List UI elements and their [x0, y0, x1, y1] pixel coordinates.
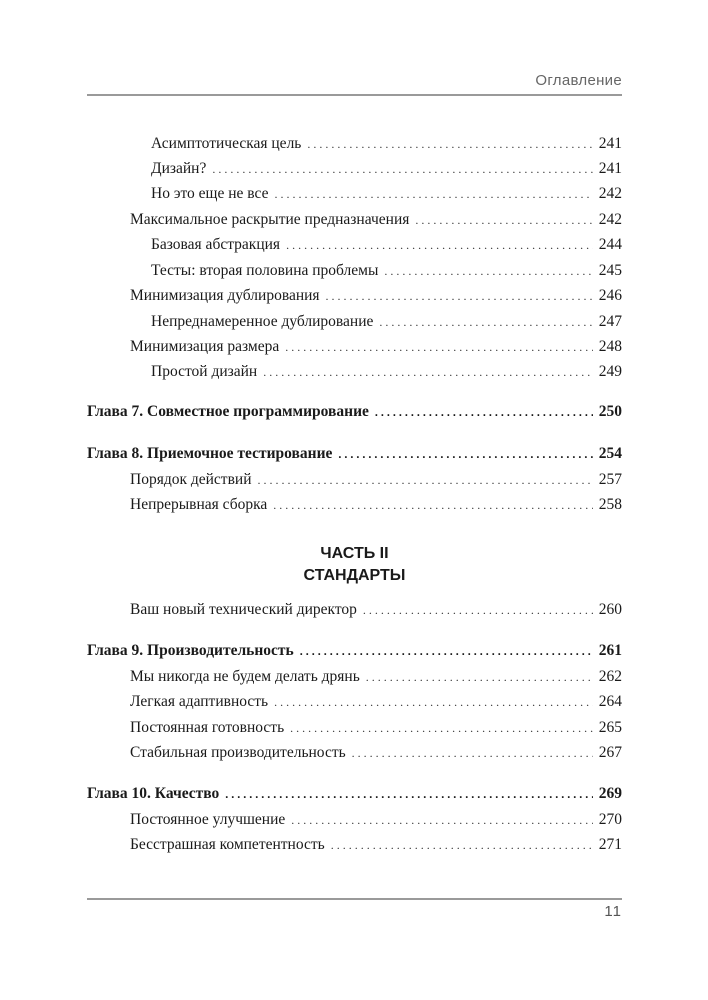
toc-entry-page: 249 — [598, 363, 622, 380]
toc-entry-title: Непрерывная сборка — [130, 496, 268, 513]
dot-leader — [291, 810, 592, 830]
dot-leader — [263, 362, 593, 382]
footer-rule — [87, 898, 622, 900]
toc-entry-title: Базовая абстракция — [151, 236, 281, 253]
chapter-title: Глава 7. Совместное программирование — [87, 403, 369, 420]
toc-entry-title: Стабильная производительность — [130, 744, 346, 761]
toc-entry-page: 246 — [598, 287, 622, 304]
toc-entry-title: Максимальное раскрытие предназначения — [130, 211, 410, 228]
toc-entry[interactable] — [130, 600, 622, 620]
toc-entry-title: Порядок действий — [130, 471, 252, 488]
toc-entry-title: Асимптотическая цель — [151, 135, 302, 152]
toc-entry[interactable] — [151, 362, 622, 382]
dot-leader — [274, 692, 593, 712]
toc-entry[interactable] — [151, 312, 622, 332]
toc-entry-page: 262 — [598, 668, 622, 685]
toc-entry-page: 271 — [598, 836, 622, 853]
toc-entry[interactable] — [130, 743, 622, 763]
toc-entry-title: Дизайн? — [151, 160, 207, 177]
toc-entry-title: Простой дизайн — [151, 363, 258, 380]
toc-entry[interactable] — [151, 184, 622, 204]
chapter-page: 269 — [598, 785, 622, 802]
toc-entry-title: Непреднамеренное дублирование — [151, 313, 374, 330]
toc-entry[interactable] — [130, 718, 622, 738]
dot-leader — [338, 444, 592, 464]
dot-leader — [300, 641, 593, 661]
dot-leader — [352, 743, 593, 763]
page-number: 11 — [604, 903, 622, 920]
dot-leader — [212, 159, 592, 179]
chapter-page: 261 — [598, 642, 622, 659]
toc-entry[interactable] — [130, 667, 622, 687]
dot-leader — [331, 835, 593, 855]
toc-entry-page: 242 — [598, 211, 622, 228]
toc-entry-page: 270 — [598, 811, 622, 828]
toc-entry-title: Минимизация размера — [130, 338, 280, 355]
dot-leader — [258, 470, 593, 490]
dot-leader — [363, 600, 593, 620]
toc-entry[interactable] — [151, 134, 622, 154]
toc-entry-page: 241 — [598, 135, 622, 152]
toc-chapter-9[interactable] — [87, 641, 622, 661]
toc-entry-page: 247 — [598, 313, 622, 330]
chapter-title: Глава 10. Качество — [87, 785, 220, 802]
toc-entry[interactable] — [130, 495, 622, 515]
toc-entry-title: Постоянное улучшение — [130, 811, 286, 828]
toc-entry-page: 241 — [598, 160, 622, 177]
toc-entry-title: Легкая адаптивность — [130, 693, 269, 710]
toc-entry[interactable] — [130, 692, 622, 712]
toc-entry[interactable] — [130, 470, 622, 490]
toc-entry-page: 264 — [598, 693, 622, 710]
dot-leader — [379, 312, 592, 332]
dot-leader — [375, 402, 593, 422]
dot-leader — [415, 210, 592, 230]
chapter-title: Глава 9. Производительность — [87, 642, 294, 659]
toc-entry-page: 257 — [598, 471, 622, 488]
dot-leader — [286, 235, 593, 255]
toc-entry-page: 260 — [598, 601, 622, 618]
toc-entry[interactable] — [151, 261, 622, 281]
running-header: Оглавление — [535, 72, 622, 89]
dot-leader — [273, 495, 592, 515]
toc-entry-page: 265 — [598, 719, 622, 736]
toc-entry-title: Постоянная готовность — [130, 719, 285, 736]
toc-entry-page: 248 — [598, 338, 622, 355]
toc-entry-title: Минимизация дублирования — [130, 287, 320, 304]
toc-entry-title: Мы никогда не будем делать дрянь — [130, 668, 360, 685]
header-rule — [87, 94, 622, 96]
toc-entry-page: 245 — [598, 262, 622, 279]
toc-entry[interactable] — [130, 835, 622, 855]
toc-entry-title: Тесты: вторая половина проблемы — [151, 262, 379, 279]
toc-entry[interactable] — [151, 159, 622, 179]
toc-entry-page: 242 — [598, 185, 622, 202]
toc-entry-page: 258 — [598, 496, 622, 513]
chapter-page: 250 — [598, 403, 622, 420]
toc-entry[interactable] — [151, 235, 622, 255]
dot-leader — [366, 667, 593, 687]
toc-entry[interactable] — [130, 337, 622, 357]
toc-chapter-7[interactable] — [87, 402, 622, 422]
dot-leader — [285, 337, 593, 357]
toc-entry[interactable] — [130, 286, 622, 306]
toc-entry-page: 267 — [598, 744, 622, 761]
dot-leader — [225, 784, 592, 804]
dot-leader — [307, 134, 592, 154]
toc-entry-title: Бесстрашная компетентность — [130, 836, 325, 853]
part-label: ЧАСТЬ II — [320, 545, 389, 562]
dot-leader — [290, 718, 593, 738]
chapter-title: Глава 8. Приемочное тестирование — [87, 445, 333, 462]
toc-entry-title: Ваш новый технический директор — [130, 601, 357, 618]
toc-entry[interactable] — [130, 810, 622, 830]
toc-chapter-10[interactable] — [87, 784, 622, 804]
toc-entry-title: Но это еще не все — [151, 185, 269, 202]
dot-leader — [274, 184, 592, 204]
toc-entry[interactable] — [130, 210, 622, 230]
toc-chapter-8[interactable] — [87, 444, 622, 464]
toc-entry-page: 244 — [598, 236, 622, 253]
dot-leader — [384, 261, 592, 281]
chapter-page: 254 — [598, 445, 622, 462]
dot-leader — [326, 286, 593, 306]
part-name: СТАНДАРТЫ — [303, 567, 406, 584]
